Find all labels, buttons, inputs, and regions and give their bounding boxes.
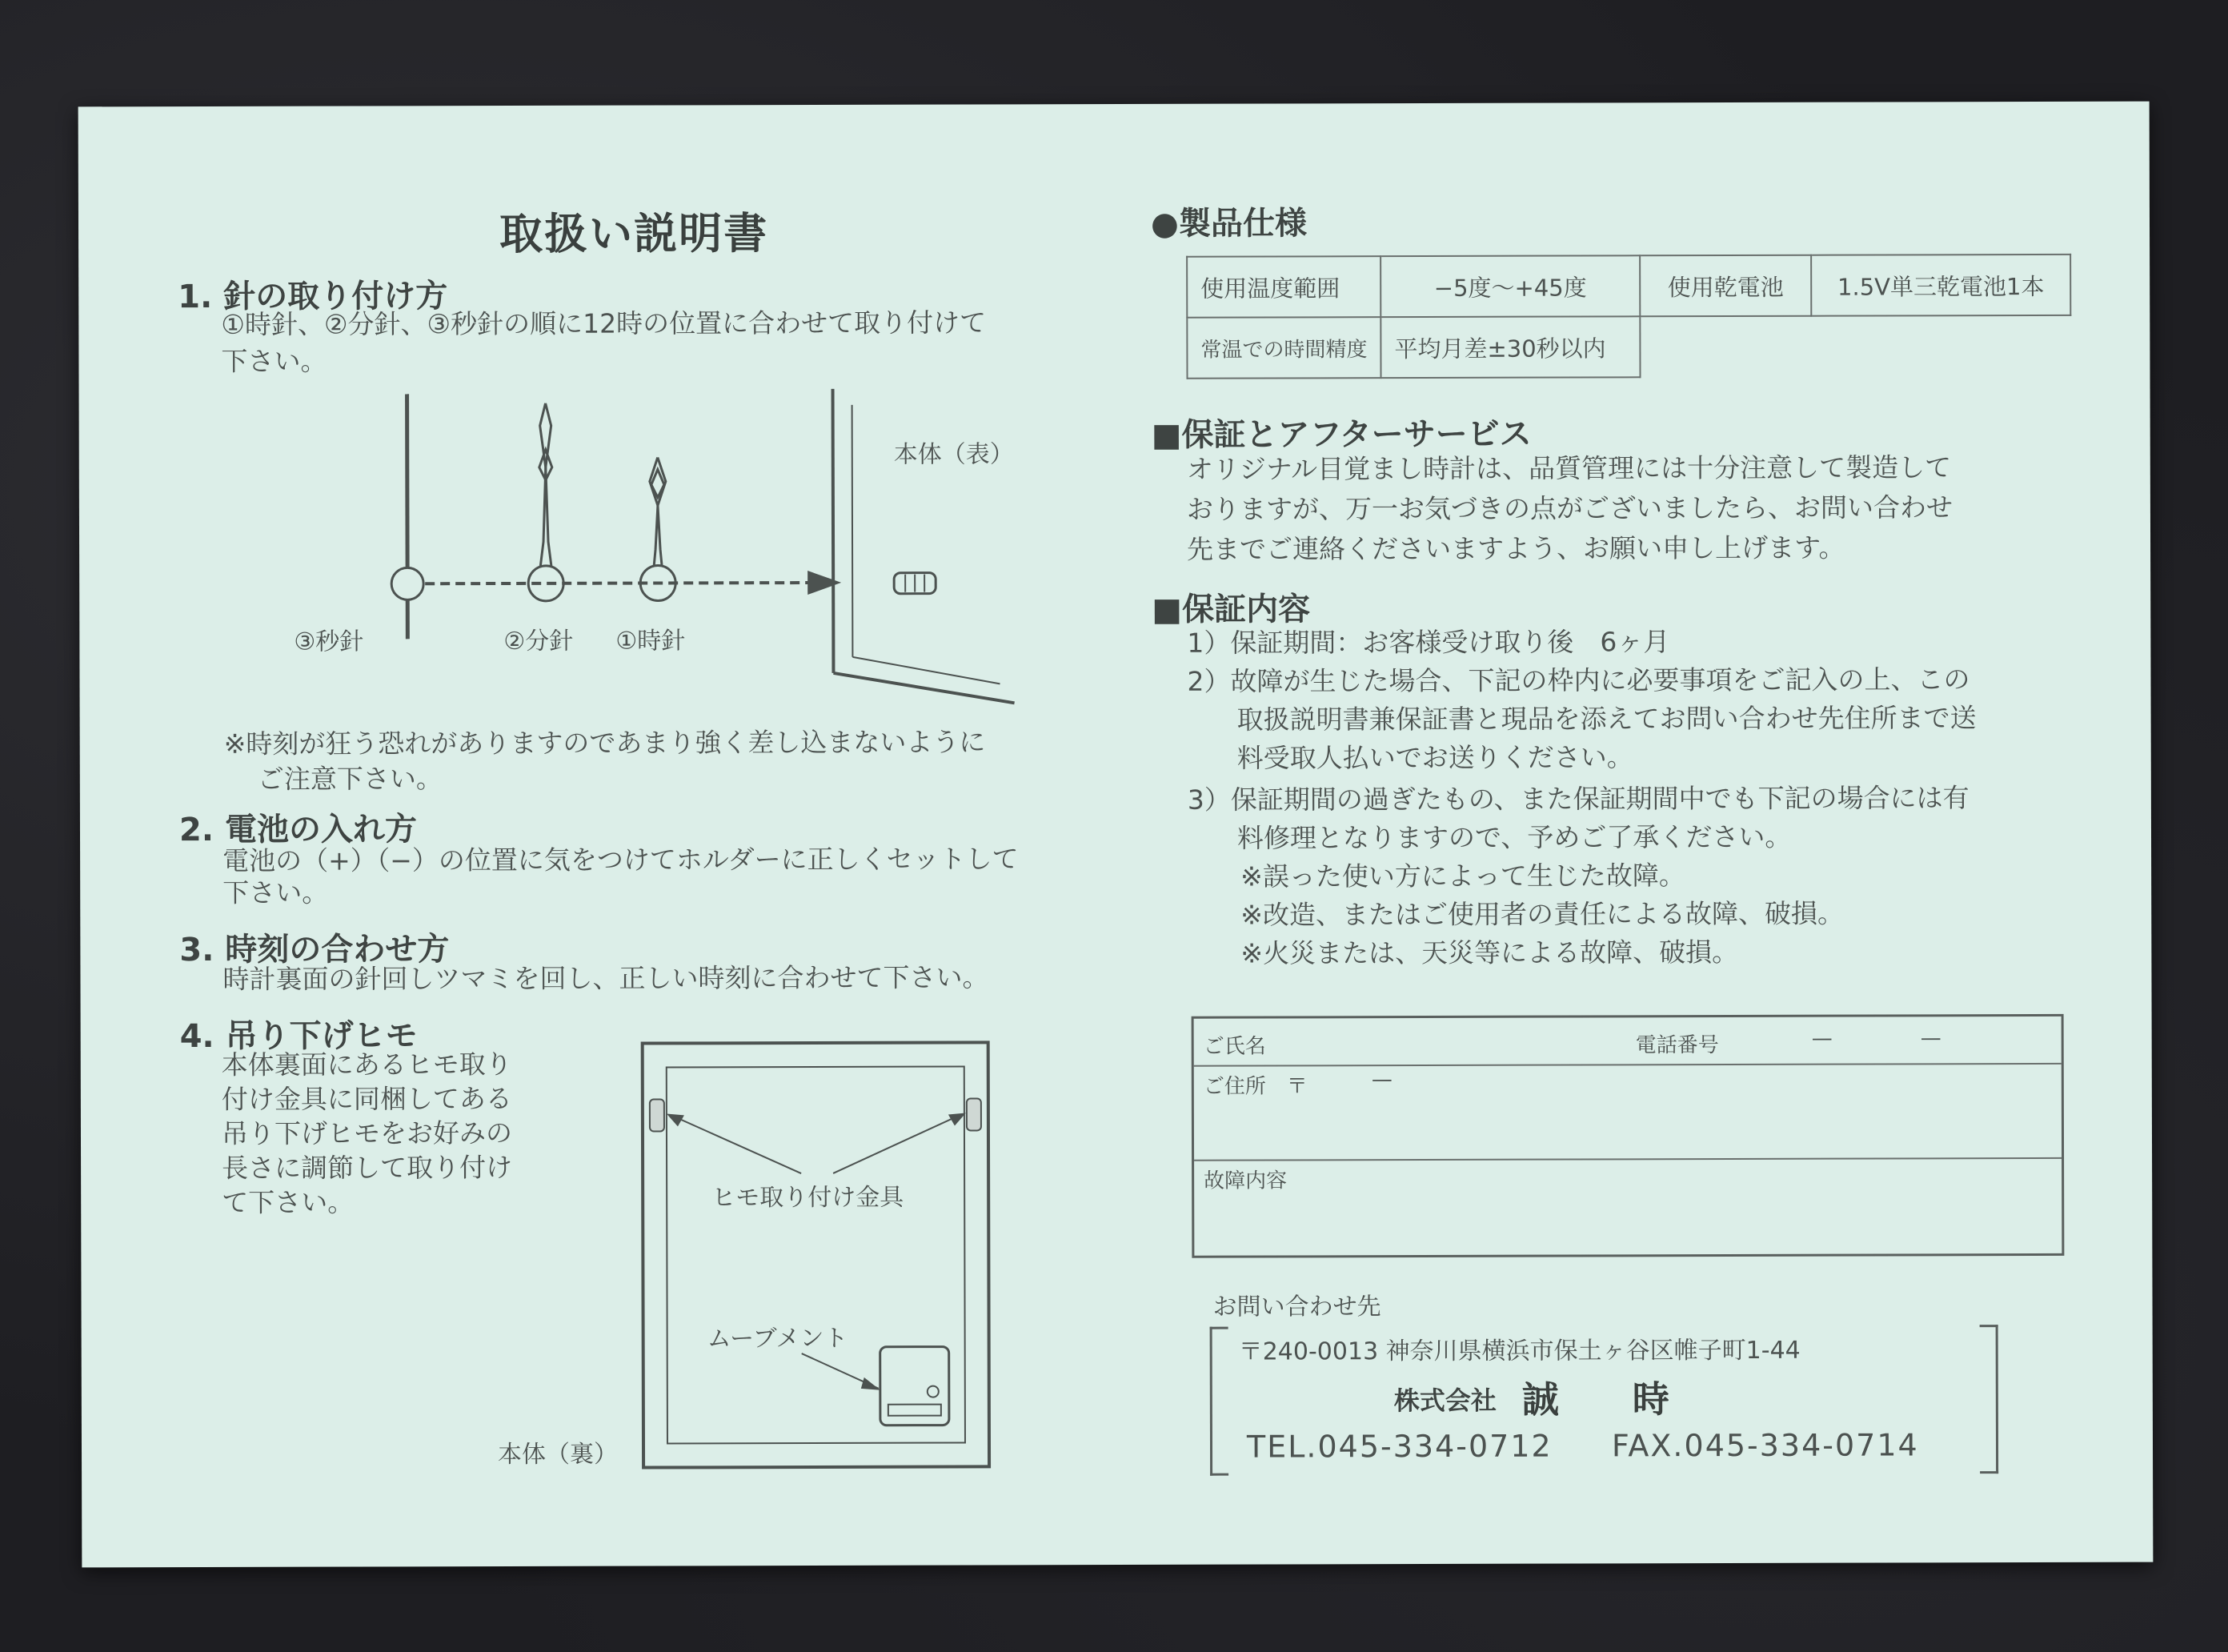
warranty-service-line: おりますが、万一お気づきの点がございましたら、お問い合わせ (1186, 491, 1953, 525)
warranty-content-item3-line2: 料修理となりますので、予めご了承ください。 (1236, 820, 1792, 854)
contact-company-name: 誠 時 (1521, 1377, 1669, 1421)
warranty-content-item2-line1: 2）故障が生じた場合、下記の枠内に必要事項をご記入の上、この (1187, 664, 1970, 697)
spec-accuracy-value: 平均月差±30秒以内 (1380, 316, 1640, 378)
form-phone-dash1: — (1811, 1026, 1833, 1051)
spec-temp-value: −5度〜+45度 (1380, 255, 1640, 317)
warranty-service-line: オリジナル目覚まし時計は、品質管理には十分注意して製造して (1186, 451, 1952, 485)
section3-text-line1: 時計裏面の針回しツマミを回し、正しい時刻に合わせて下さい。 (222, 961, 989, 995)
back-diagram (78, 104, 1203, 1548)
warranty-form (1192, 1014, 2065, 1258)
spec-heading: ●製品仕様 (1150, 205, 1307, 243)
contact-bracket-right (1980, 1325, 1998, 1474)
warranty-content-heading: ■保証内容 (1152, 591, 1311, 628)
warranty-content-item2-line2: 取扱説明書兼保証書と現品を添えてお問い合わせ先住所まで送 (1236, 702, 1977, 736)
section4-line: 吊り下げヒモをお好みの (221, 1117, 513, 1149)
form-phone-dash2: — (1920, 1026, 1941, 1051)
contact-tel: TEL.045-334-0712 (1246, 1428, 1553, 1465)
section1-note-line2: ご注意下さい。 (257, 763, 443, 795)
contact-bracket-left (1210, 1327, 1228, 1476)
spec-battery-label: 使用乾電池 (1640, 255, 1811, 317)
right-bracket-fitting (967, 1098, 981, 1130)
section4-line: 付け金具に同梱してある (221, 1082, 512, 1115)
label-minute-hand: ②分針 (503, 627, 574, 656)
label-front: 本体（表） (893, 440, 1014, 469)
form-name-label: ご氏名 (1203, 1034, 1266, 1059)
section1-heading: 1. 針の取り付け方 (178, 278, 448, 316)
contact-address: 〒240-0013 神奈川県横浜市保土ヶ谷区帷子町1-44 (1238, 1336, 1801, 1366)
spec-empty-cell (1640, 315, 2070, 377)
form-address-dash: — (1371, 1068, 1392, 1093)
warranty-service-line: 先までご連絡くださいますよう、お願い申し上げます。 (1187, 531, 1845, 565)
page-title: 取扱い説明書 (499, 208, 769, 260)
label-back: 本体（裏） (497, 1440, 619, 1470)
spec-temp-label: 使用温度範囲 (1187, 256, 1380, 318)
section2-text-line1: 電池の（+）（−）の位置に気をつけてホルダーに正しくセットして (222, 843, 1019, 876)
movement-shape (880, 1347, 949, 1425)
label-movement: ムーブメント (707, 1324, 848, 1353)
warranty-content-note1: ※誤った使い方によって生じた故障。 (1240, 860, 1685, 892)
contact-company-prefix: 株式会社 (1393, 1385, 1497, 1417)
section4-line: 長さに調節して取り付け (222, 1151, 513, 1184)
form-fault-label: 故障内容 (1204, 1169, 1288, 1193)
spec-battery-value: 1.5V単三乾電池1本 (1811, 255, 2070, 316)
back-inner-frame (667, 1066, 965, 1443)
instruction-card (78, 102, 2154, 1568)
section4-heading: 4. 吊り下げヒモ (179, 1017, 418, 1056)
label-hour-hand: ①時針 (615, 627, 686, 656)
section1-text-line1: ①時針、②分針、③秒針の順に12時の位置に合わせて取り付けて (221, 307, 987, 340)
form-address-label: ご住所 〒 (1203, 1074, 1308, 1099)
warranty-content-item1: 1）保証期間：お客様受け取り後 6ヶ月 (1187, 626, 1670, 659)
label-bracket: ヒモ取り付け金具 (711, 1183, 904, 1213)
section2-text-line2: 下さい。 (222, 876, 329, 908)
warranty-content-item3-line1: 3）保証期間の過ぎたもの、また保証期間中でも下記の場合には有 (1187, 782, 1970, 816)
form-row-address (1194, 1063, 2062, 1161)
spec-accuracy-label: 常温での時間精度 (1187, 317, 1380, 379)
left-bracket-fitting (650, 1099, 664, 1131)
warranty-service-text (1187, 447, 1953, 570)
section4-line: 本体裏面にあるヒモ取り (221, 1048, 512, 1081)
section3-heading: 3. 時刻の合わせ方 (179, 931, 450, 969)
form-phone-label: 電話番号 (1635, 1033, 1719, 1058)
warranty-content-note3: ※火災または、天災等による故障、破損。 (1240, 936, 1739, 969)
label-second-hand: ③秒針 (294, 628, 364, 656)
section1-note-line1: ※時刻が狂う恐れがありますのであまり強く差し込まないように (223, 726, 986, 760)
section4-line: て下さい。 (222, 1186, 355, 1218)
contact-heading: お問い合わせ先 (1212, 1293, 1381, 1321)
section1-text-line2: 下さい。 (221, 345, 327, 377)
section2-heading: 2. 電池の入れ方 (178, 811, 417, 849)
warranty-content-note2: ※改造、またはご使用者の責任による故障、破損。 (1240, 897, 1844, 931)
warranty-content-item2-line3: 料受取人払いでお送りください。 (1236, 741, 1633, 774)
warranty-service-heading: ■保証とアフターサービス (1151, 415, 1532, 454)
contact-fax: FAX.045-334-0714 (1611, 1427, 1919, 1464)
spec-table (1186, 254, 2071, 379)
